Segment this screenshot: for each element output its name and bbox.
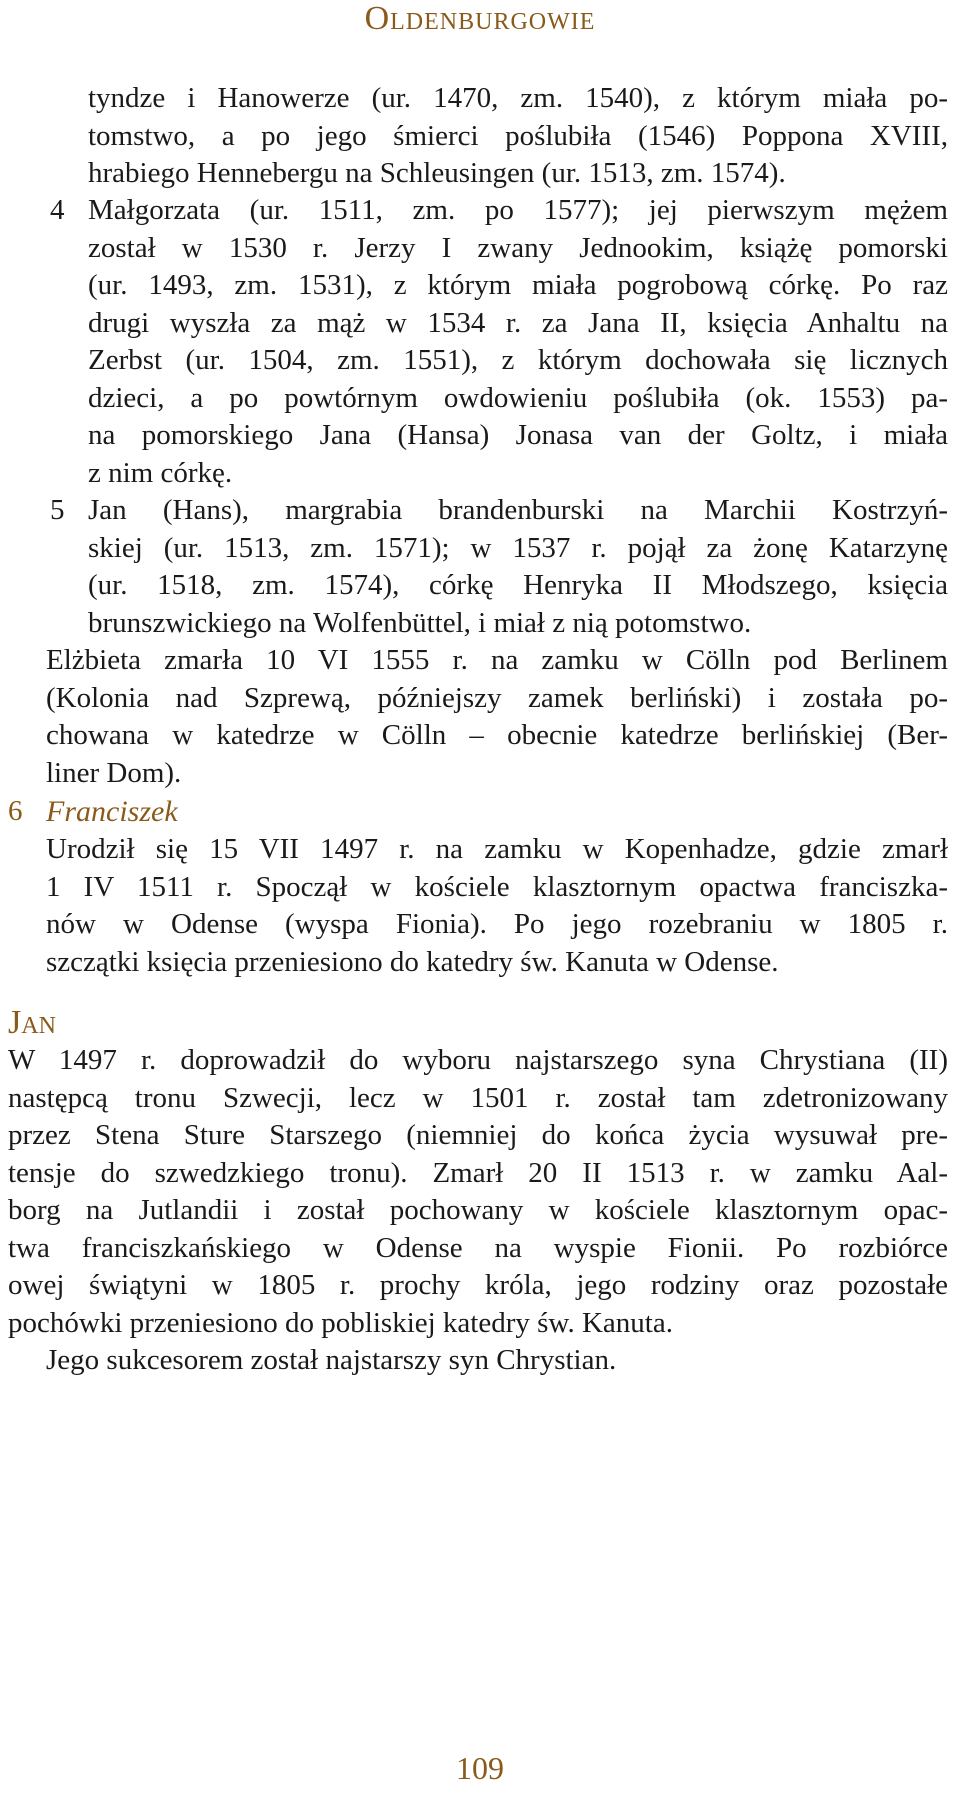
section-heading-jan: Jan [8, 1004, 56, 1041]
text-line: został w 1530 r. Jerzy I zwany Jednookim, książę pomorski [88, 231, 948, 264]
text-line: Jan (Hans), margrabia brandenburski na Marchii Kostrzyń- [88, 494, 948, 526]
text-line: drugi wyszła za mąż w 1534 r. za Jana II, księcia Anhaltu na [88, 306, 948, 339]
text-line: nów w Odense (wyspa Fionia). Po jego rozebraniu w 1805 r. [46, 908, 948, 940]
text-line: przez Stena Sture Starszego (niemniej do końca życia wysuwał pre- [8, 1119, 948, 1151]
text-line: tyndze i Hanowerze (ur. 1470, zm. 1540), z którym miała po- [88, 82, 948, 114]
text-line: W 1497 r. doprowadził do wyboru najstarszego syna Chrystiana (II) [8, 1044, 948, 1076]
text-line: (Kolonia nad Szprewą, późniejszy zamek berliński) i została po- [46, 681, 948, 714]
jan-closing-line [46, 1342, 948, 1380]
text-line: twa franciszkańskiego w Odense na wyspie Fionii. Po rozbiórce [8, 1231, 948, 1264]
text-line: (ur. 1493, zm. 1531), z którym miała pogrobową córkę. Po raz [88, 269, 948, 301]
text-line: chowana w katedrze w Cölln – obecnie katedrze berlińskiej (Ber- [46, 719, 948, 751]
item5-text [88, 492, 948, 642]
child-number-6: 6 [8, 795, 23, 827]
text-line: następcą tronu Szwecji, lecz w 1501 r. został tam zdetronizowany [8, 1081, 948, 1114]
text-line: z nim córkę. [88, 456, 233, 489]
item3-continuation [88, 80, 948, 193]
text-line: Elżbieta zmarła 10 VI 1555 r. na zamku w Cölln pod Berlinem [46, 644, 948, 676]
text-line: na pomorskiego Jana (Hansa) Jonasa van der Goltz, i miała [88, 419, 948, 451]
item-number-4: 4 [50, 194, 65, 226]
text-line: Małgorzata (ur. 1511, zm. po 1577); jej pierwszym mężem [88, 194, 948, 226]
text-line: dzieci, a po powtórnym owdowieniu poślubiła (ok. 1553) pa- [88, 381, 948, 414]
text-line: tomstwo, a po jego śmierci poślubiła (1546) Poppona XVIII, [88, 119, 948, 152]
text-line: pochówki przeniesiono do pobliskiej katedry św. Kanuta. [8, 1306, 673, 1339]
text-line: szczątki księcia przeniesiono do katedry św. Kanuta w Odense. [46, 945, 779, 978]
text-line: Zerbst (ur. 1504, zm. 1551), z którym dochowała się licznych [88, 344, 948, 376]
running-head: Oldenburgowie [364, 0, 596, 37]
text-line: liner Dom). [46, 756, 182, 789]
text-line: 1 IV 1511 r. Spoczął w kościele klasztornym opactwa franciszka- [46, 870, 948, 903]
item-number-5: 5 [50, 494, 65, 526]
elzbieta-paragraph [46, 642, 948, 792]
franciszek-text [46, 831, 948, 981]
text-line: brunszwickiego na Wolfenbüttel, i miał z nią potomstwo. [88, 606, 752, 639]
page-number: 109 [456, 1750, 504, 1786]
text-line: owej świątyni w 1805 r. prochy króla, jego rodziny oraz pozostałe [8, 1269, 948, 1301]
text-line: tensje do szwedzkiego tronu). Zmarł 20 II 1513 r. w zamku Aal- [8, 1156, 948, 1189]
child-heading-franciszek: Franciszek [46, 795, 178, 828]
text-line: borg na Jutlandii i został pochowany w kościele klasztornym opac- [8, 1194, 948, 1226]
text-line: skiej (ur. 1513, zm. 1571); w 1537 r. pojął za żonę Katarzynę [88, 531, 948, 564]
jan-text [8, 1042, 948, 1342]
text-line: hrabiego Hennebergu na Schleusingen (ur. 1513, zm. 1574). [88, 157, 786, 189]
item4-text [88, 192, 948, 492]
text-line: (ur. 1518, zm. 1574), córkę Henryka II Młodszego, księcia [88, 569, 948, 601]
text-line: Jego sukcesorem został najstarszy syn Chrystian. [46, 1344, 617, 1376]
text-line: Urodził się 15 VII 1497 r. na zamku w Kopenhadze, gdzie zmarł [46, 833, 948, 865]
